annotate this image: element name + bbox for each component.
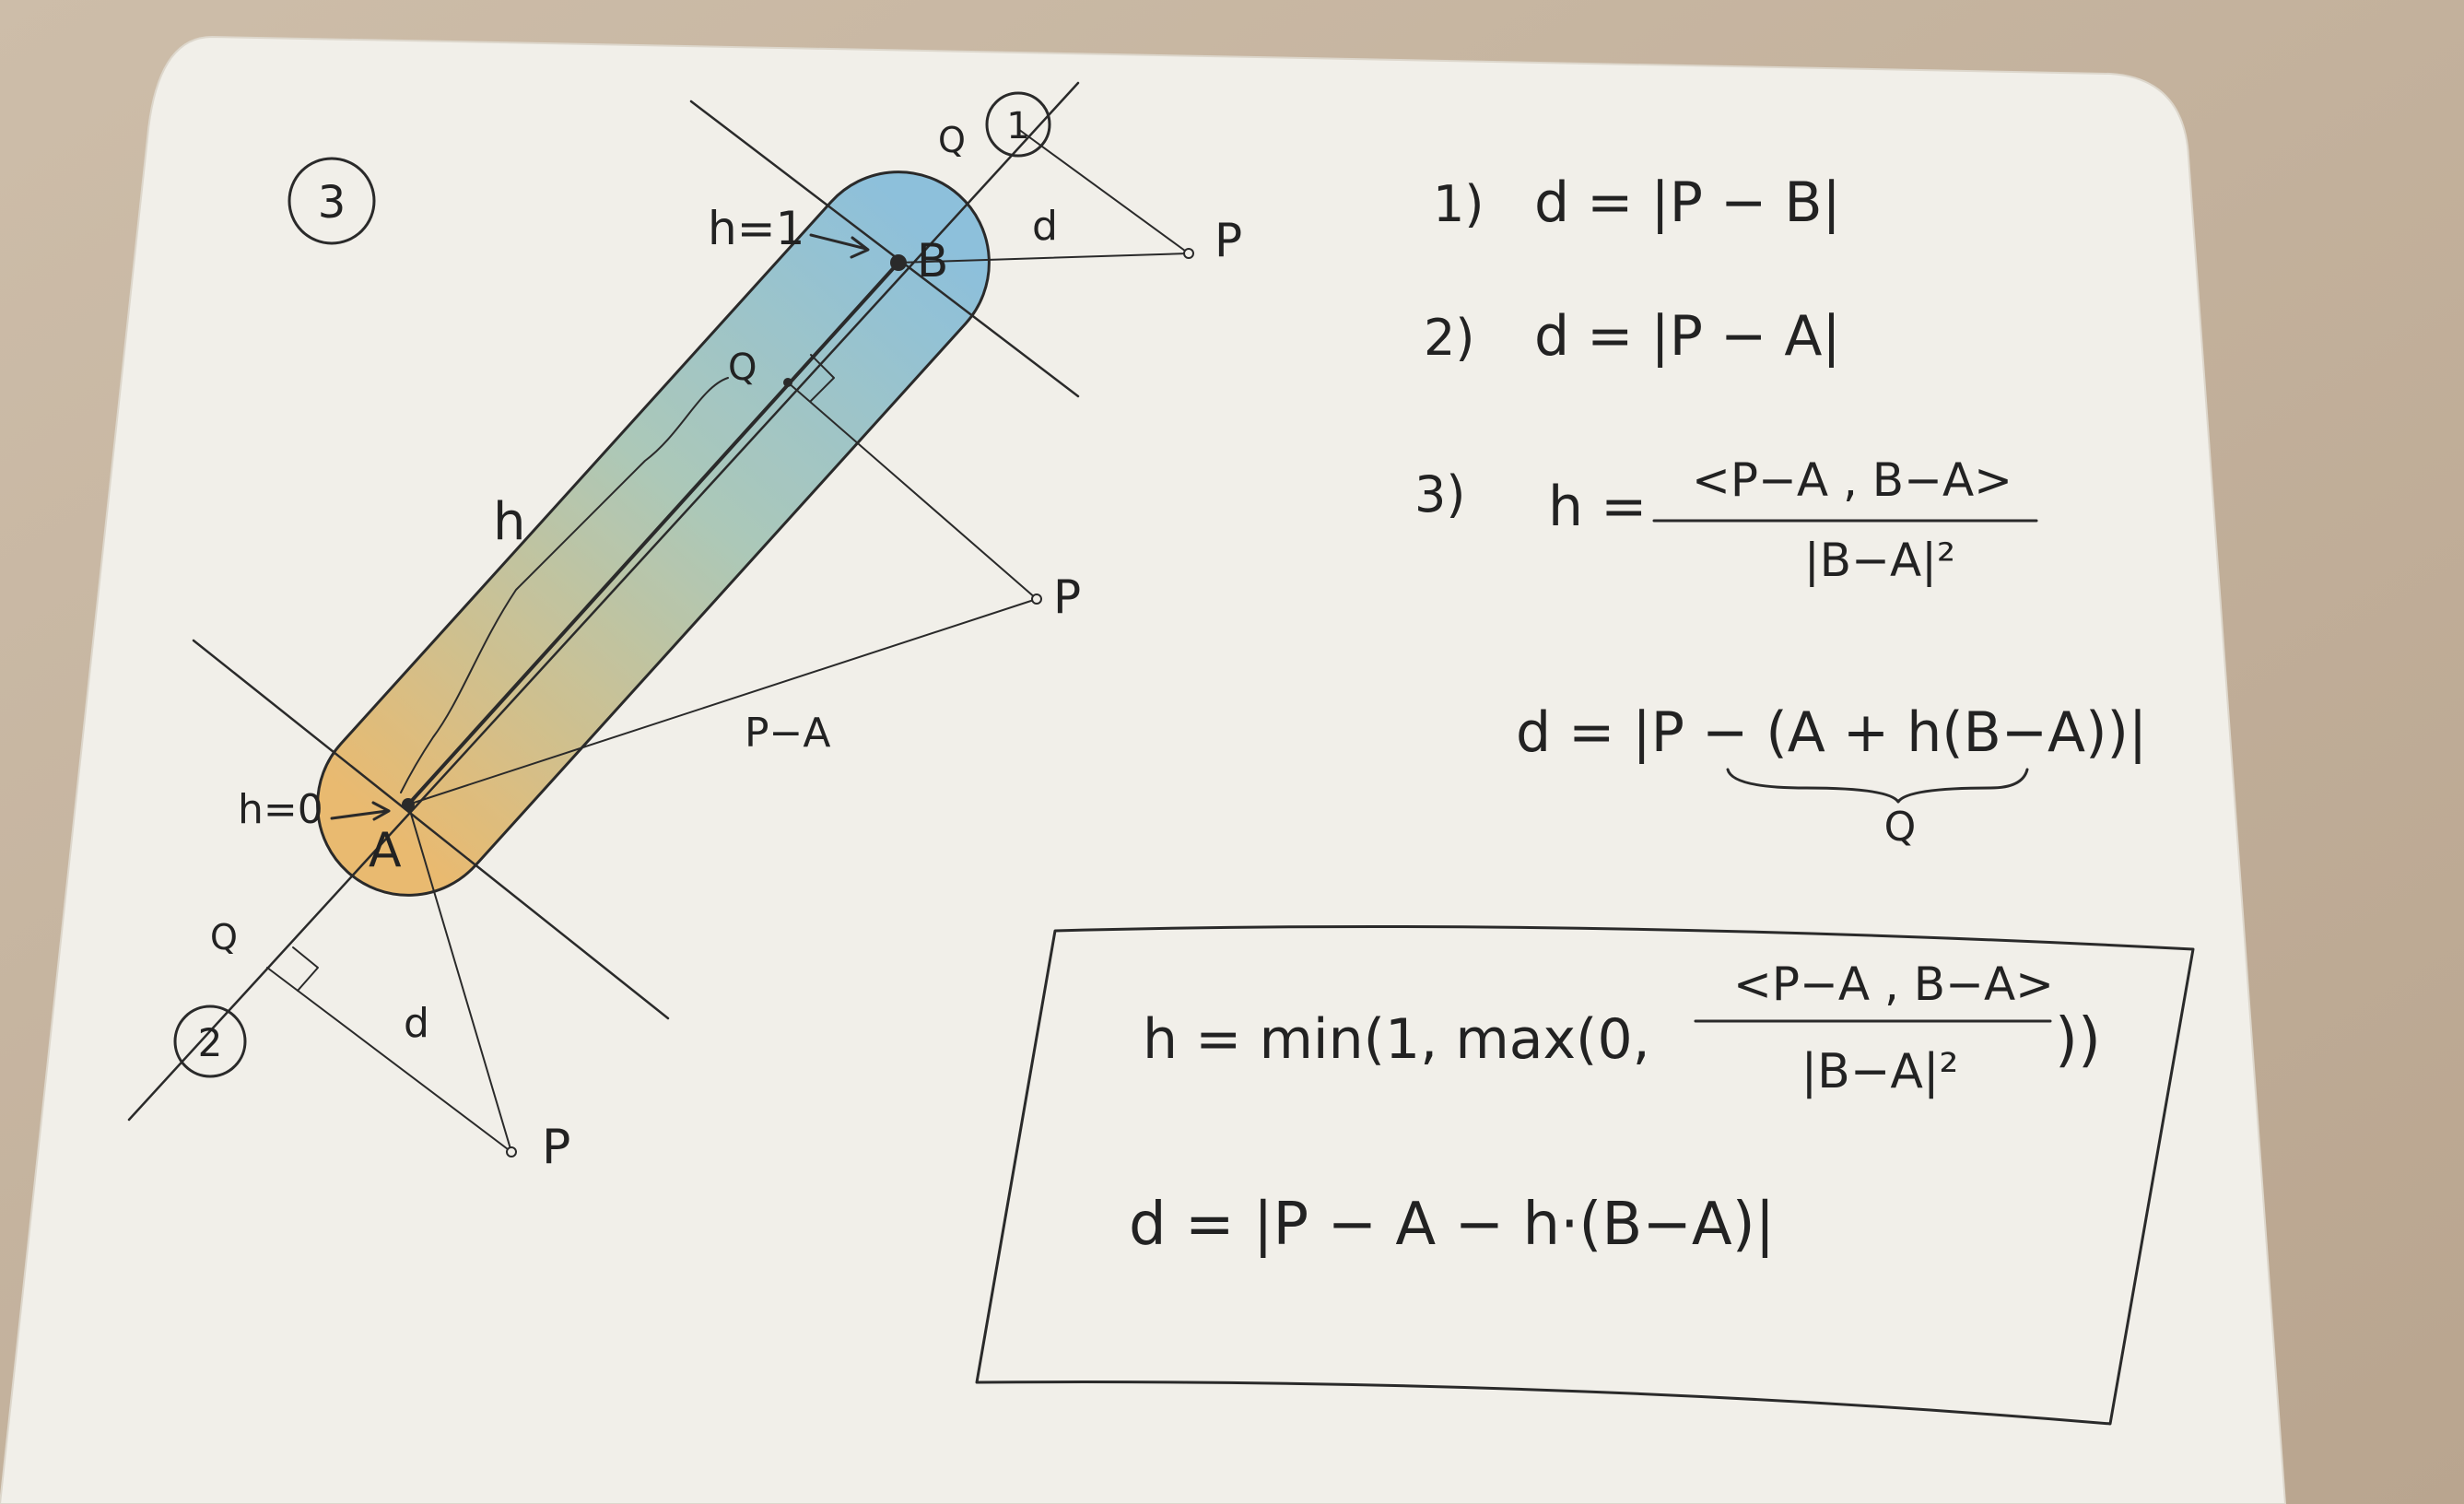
- label-q-case1: Q: [938, 120, 966, 160]
- label-h: h: [493, 492, 526, 552]
- label-p-minus-a: P−A: [745, 710, 831, 757]
- point-a-dot: [402, 798, 415, 811]
- point-b-dot: [890, 254, 907, 271]
- eq4-brace-label: Q: [1883, 804, 1917, 851]
- boxed-d-line: d = |P − A − h·(B−A)|: [1129, 1191, 1776, 1259]
- label-d-case1: d: [1032, 203, 1058, 250]
- case-2-marker: 2: [197, 1020, 223, 1065]
- case1-point-p: [1184, 249, 1193, 258]
- label-q-case3: Q: [728, 347, 757, 389]
- case3-point-p: [1032, 594, 1041, 604]
- label-point-b: B: [917, 234, 949, 288]
- eq2-number: 2): [1424, 309, 1475, 367]
- case2-point-p: [507, 1147, 516, 1157]
- label-h-zero: h=0: [238, 786, 323, 833]
- label-p-case2: P: [542, 1120, 571, 1175]
- label-p-case3: P: [1053, 570, 1082, 624]
- label-point-a: A: [369, 823, 402, 878]
- eq3-numerator: <P−A , B−A>: [1691, 453, 2013, 507]
- label-h-one: h=1: [708, 202, 805, 255]
- eq4: d = |P − (A + h(B−A))|: [1516, 700, 2148, 765]
- case3-point-q: [783, 378, 792, 387]
- boxed-h-prefix: h = min(1, max(0,: [1143, 1007, 1650, 1072]
- eq3-denominator: |B−A|²: [1803, 534, 1956, 587]
- boxed-h-denominator: |B−A|²: [1801, 1044, 1959, 1099]
- eq2: d = |P − A|: [1534, 304, 1841, 369]
- boxed-h-suffix: )): [2055, 1006, 2101, 1075]
- label-p-case1: P: [1214, 214, 1243, 267]
- page-number: 3: [317, 177, 346, 229]
- eq1-number: 1): [1433, 175, 1484, 233]
- case-1-marker: 1: [1006, 105, 1030, 147]
- eq1: d = |P − B|: [1534, 170, 1841, 235]
- eq3-number: 3): [1414, 465, 1466, 523]
- label-q-case2: Q: [210, 917, 238, 958]
- eq3-lhs: h =: [1548, 475, 1648, 539]
- boxed-h-numerator: <P−A , B−A>: [1732, 958, 2055, 1011]
- label-d-case2: d: [404, 1000, 429, 1047]
